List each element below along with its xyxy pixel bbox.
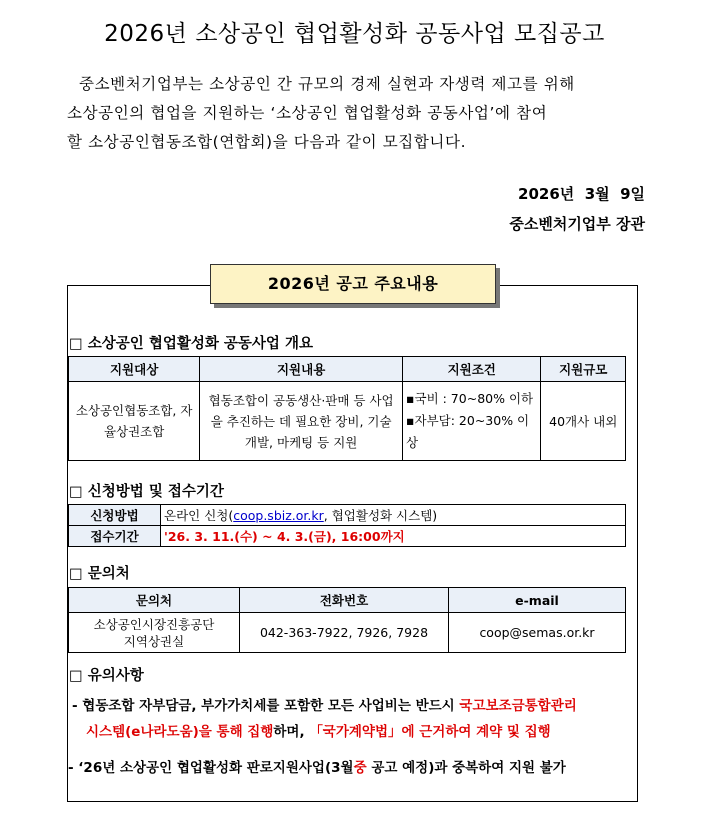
contact-org: 소상공인시장진흥공단 지역상권실 xyxy=(69,613,240,653)
note2-red: 중 xyxy=(353,760,367,776)
section-contact-heading: □ 문의처 xyxy=(69,566,130,582)
section-notes-heading: □ 유의사항 xyxy=(69,668,144,684)
note1-red-part3: 「국가계약법」에 근거하여 계약 및 집행 xyxy=(309,724,551,740)
method-prefix: 온라인 신청( xyxy=(164,508,234,523)
header-email: e-mail xyxy=(449,588,626,613)
section-overview-heading: □ 소상공인 협업활성화 공동사업 개요 xyxy=(69,336,313,352)
table-row xyxy=(69,505,626,526)
contact-table xyxy=(68,587,626,653)
note1-text: - 협동조합 자부담금, 부가가치세를 포함한 모든 사업비는 반드시 xyxy=(72,698,460,714)
table-header-row xyxy=(69,357,626,382)
intro-line-3: 할 소상공인협동조합(연합회)을 다음과 같이 모집합니다. xyxy=(67,133,467,151)
application-table xyxy=(68,504,626,547)
cell-target: 소상공인협동조합, 자율상권조합 xyxy=(69,382,200,461)
signatory: 중소벤처기업부 장관 xyxy=(509,215,645,233)
note1-middle: 하며, xyxy=(273,724,310,740)
header-scale: 지원규모 xyxy=(541,357,626,382)
header-org: 문의처 xyxy=(69,588,240,613)
condition-self: ▪자부담: 20~30% 이상 xyxy=(406,413,530,450)
section-application-heading: □ 신청방법 및 접수기간 xyxy=(69,484,224,500)
period-label: 접수기간 xyxy=(69,526,161,547)
method-suffix: , 협업활성화 시스템) xyxy=(323,508,438,523)
cell-scale: 40개사 내외 xyxy=(541,382,626,461)
page-title: 2026년 소상공인 협업활성화 공동사업 모집공고 xyxy=(104,21,605,47)
table-row xyxy=(69,613,626,653)
cell-content: 협동조합이 공동생산·판매 등 사업을 추진하는 데 필요한 장비, 기술개발, 마케팅 등 지원 xyxy=(200,382,403,461)
note1-red-part1: 국고보조금통합관리 xyxy=(459,698,577,714)
table-row xyxy=(69,526,626,547)
method-value xyxy=(161,505,626,526)
table-header-row xyxy=(69,588,626,613)
contact-email[interactable]: coop@semas.or.kr xyxy=(449,613,626,653)
header-phone: 전화번호 xyxy=(240,588,449,613)
cell-condition xyxy=(403,382,541,461)
intro-line-2: 소상공인의 협업을 지원하는 ‘소상공인 협업활성화 공동사업’에 참여 xyxy=(67,104,548,122)
summary-banner: 2026년 공고 주요내용 xyxy=(210,264,496,304)
intro-paragraph xyxy=(67,70,657,157)
note1-red-part2: 시스템(e나라도움)을 통해 집행 xyxy=(86,724,274,740)
note2-text-a: - ‘26년 소상공인 협업활성화 판로지원사업(3월 xyxy=(68,760,354,776)
intro-line-1: 중소벤처기업부는 소상공인 간 규모의 경제 실현과 자생력 제고를 위해 xyxy=(79,75,575,93)
contact-phone: 042-363-7922, 7926, 7928 xyxy=(240,613,449,653)
note-2 xyxy=(68,755,633,781)
coop-site-link[interactable]: coop.sbiz.or.kr xyxy=(233,508,324,523)
note2-text-b: 공고 예정)과 중복하여 지원 불가 xyxy=(366,760,566,776)
header-content: 지원내용 xyxy=(200,357,403,382)
condition-national: ▪국비 : 70~80% 이하 xyxy=(406,391,534,406)
announcement-date: 2026년 3월 9일 xyxy=(518,185,645,203)
header-condition: 지원조건 xyxy=(403,357,541,382)
overview-table xyxy=(68,356,626,461)
method-label: 신청방법 xyxy=(69,505,161,526)
note-1 xyxy=(72,693,632,745)
table-row xyxy=(69,382,626,461)
header-target: 지원대상 xyxy=(69,357,200,382)
period-value: '26. 3. 11.(수) ~ 4. 3.(금), 16:00까지 xyxy=(161,526,626,547)
